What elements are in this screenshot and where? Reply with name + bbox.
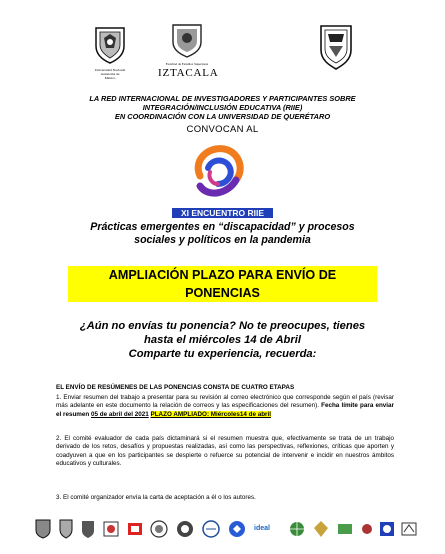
unam-bottom-logo-icon <box>34 519 52 539</box>
deadline-extension-banner <box>68 266 377 302</box>
partner-last-icon <box>400 519 418 539</box>
stage-1 <box>56 394 394 419</box>
subtitle-line: sociales y políticos en la pandemia <box>134 234 311 246</box>
bottom-logos-row <box>30 519 420 539</box>
cta-line: hasta el miércoles 14 de Abril <box>144 334 301 346</box>
partner-shield-icon <box>80 519 96 539</box>
iztacala-caption: IZTACALA <box>158 66 219 79</box>
iztacala-shield-icon <box>169 22 205 58</box>
stage-1-deadline-date: 05 de abril del 2021 <box>91 410 149 418</box>
partner-small-icon <box>360 519 374 539</box>
call-to-action <box>40 319 405 361</box>
cta-line: Comparte tu experiencia, recuerda: <box>128 348 317 360</box>
stage-1-extended-deadline: PLAZO AMPLIADO: Miércoles14 de abril <box>150 410 271 418</box>
unam-caption-line: Universidad Nacional <box>94 68 126 72</box>
partner-round-icon <box>176 519 194 539</box>
partner-seal-icon <box>150 519 168 539</box>
unam-caption <box>90 69 130 81</box>
organizers-line: INTEGRACIÓN/INCLUSIÓN EDUCATIVA (RIIE) <box>142 103 303 112</box>
cta-line: ¿Aún no envías tu ponencia? No te preocupes, tienes <box>79 320 366 332</box>
queretaro-seal-logo <box>318 24 354 70</box>
organizers-line: EN COORDINACIÓN CON LA UNIVERSIDAD DE QUERÉTARO <box>114 112 331 121</box>
stages-heading: EL ENVÍO DE RESÚMENES DE LAS PONENCIAS CONSTA DE CUATRO ETAPAS <box>56 384 295 391</box>
partner-blue-icon <box>228 519 246 539</box>
organizers-line: LA RED INTERNACIONAL DE INVESTIGADORES Y PARTICIPANTES SOBRE <box>89 94 356 103</box>
partner-badge-icon <box>378 519 396 539</box>
ideal-logo: ideal <box>254 525 270 532</box>
organizers-header <box>30 94 415 121</box>
fes-bottom-logo-icon <box>58 519 74 539</box>
convocan-text: CONVOCAN AL <box>186 124 259 135</box>
unam-shield-icon <box>90 24 130 64</box>
queretaro-seal-icon <box>318 24 354 70</box>
iztacala-logo <box>158 22 219 84</box>
top-logos-row <box>0 22 445 82</box>
stage-2: 2. El comité evaluador de cada país dictaminará si el resumen muestra que, efectivamente se trata de un trabajo derivado de los retos, desafíos y propuestas realizadas, así como las perspectivas, reflexiones, críticas que aporten y coadyuven a que en los participantes se despierte o refuerce su potencial de intervenir e incidir en nuestros ámbitos educativos y culturales. <box>56 435 394 467</box>
partner-crest-icon <box>102 519 120 539</box>
partner-circle-icon <box>202 519 220 539</box>
partner-globe-icon <box>288 519 306 539</box>
unam-caption-line: México <box>104 75 116 80</box>
unam-caption-line: Autónoma de <box>100 71 120 76</box>
banner-line: PONENCIAS <box>185 286 260 300</box>
stage-1-deadline-lead: Fecha límite para enviar el resumen <box>56 402 395 418</box>
partner-red-icon <box>126 519 144 539</box>
stage-3: 3. El comité organizador envía la carta de aceptación a él o los autores. <box>56 494 256 501</box>
stage-1-text: 1. Enviar resumen del trabajo a presentar para su revisión al correo electrónico que corresponde según el país (revisar más adelante en este documento la relación de correos y las especificaciones del resumen). <box>56 394 394 410</box>
partner-green-icon <box>336 519 354 539</box>
partner-emblem-icon <box>312 519 330 539</box>
subtitle-line: Prácticas emergentes en “discapacidad” y procesos <box>90 221 355 233</box>
iztacala-caption-small: Facultad de Estudios Superiores <box>165 62 209 66</box>
event-subtitle <box>40 221 405 247</box>
riie-swirl-icon <box>186 138 254 206</box>
encuentro-label: XI ENCUENTRO RIIE <box>172 208 273 218</box>
unam-shield-logo <box>90 24 130 82</box>
riie-logo <box>186 138 254 206</box>
banner-line: AMPLIACIÓN PLAZO PARA ENVÍO DE <box>108 268 337 282</box>
